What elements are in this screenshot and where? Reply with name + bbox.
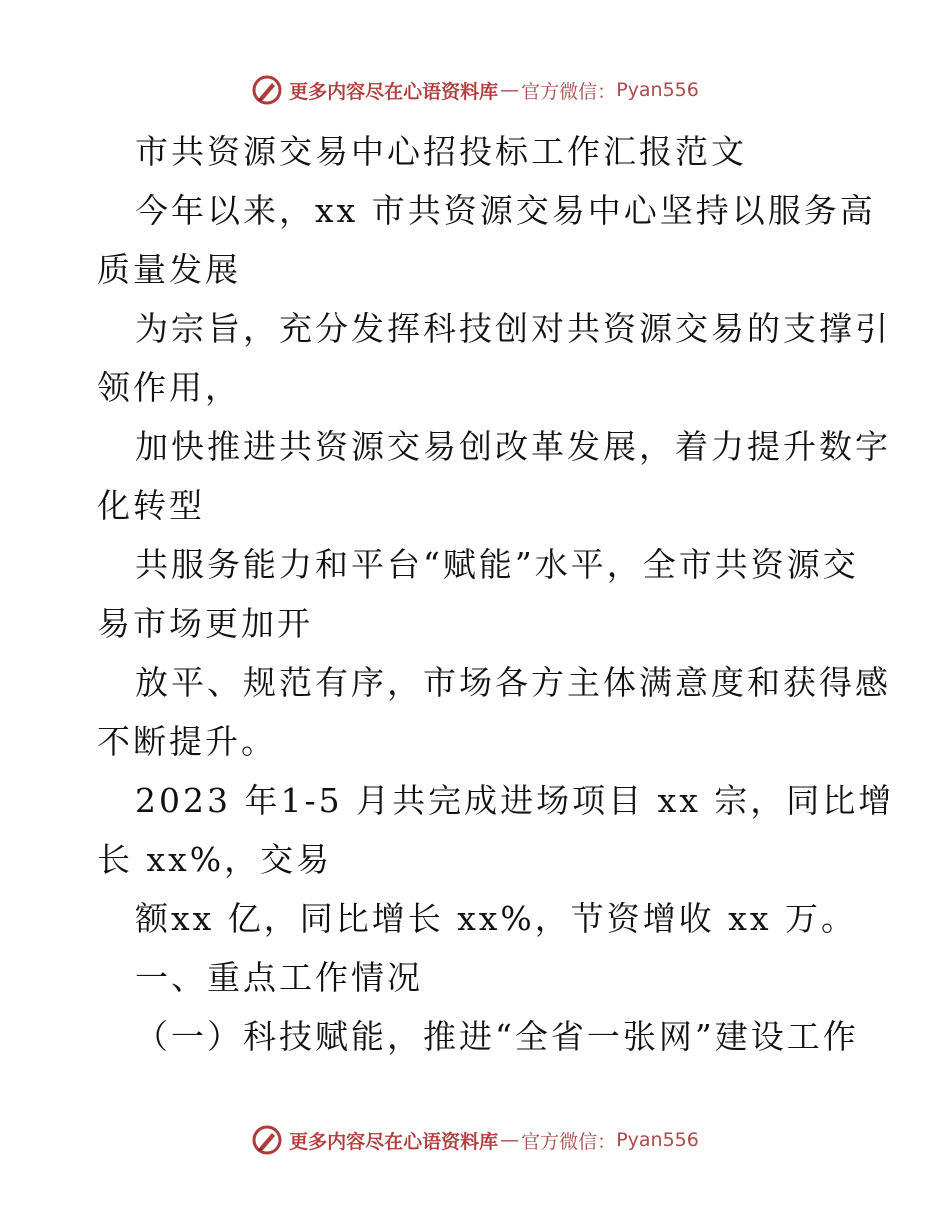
pen-logo-icon bbox=[251, 1124, 283, 1156]
paragraph-line: 易市场更加开 bbox=[97, 604, 313, 643]
watermark-wechat-id: Pyan556 bbox=[616, 1129, 699, 1151]
pen-logo-icon bbox=[251, 74, 283, 106]
paragraph-line: 加快推进共资源交易创改革发展，着力提升数字 bbox=[135, 427, 891, 466]
paragraph-line: 放平、规范有序，市场各方主体满意度和获得感 bbox=[135, 663, 891, 702]
subsection-heading: （一）科技赋能，推进“全省一张网”建设工作 bbox=[135, 1017, 859, 1056]
watermark-wechat-label: 官方微信： bbox=[521, 80, 617, 103]
paragraph-line: 共服务能力和平台“赋能”水平，全市共资源交 bbox=[135, 545, 859, 584]
footer-watermark bbox=[0, 1120, 950, 1160]
watermark-text: 更多内容尽在心语资料库 bbox=[289, 1130, 499, 1153]
watermark-wechat-label: 官方微信： bbox=[521, 1130, 617, 1153]
paragraph-line: 领作用， bbox=[97, 368, 241, 407]
document-title: 市共资源交易中心招投标工作汇报范文 bbox=[135, 132, 747, 171]
watermark-wechat-id: Pyan556 bbox=[616, 79, 699, 101]
paragraph-line: 长 xx%，交易 bbox=[97, 840, 333, 879]
paragraph-line: 不断提升。 bbox=[97, 722, 277, 761]
paragraph-line: 为宗旨，充分发挥科技创对共资源交易的支撑引 bbox=[135, 309, 891, 348]
paragraph-line: 2023 年1-5 月共完成进场项目 xx 宗，同比增 bbox=[135, 781, 895, 820]
watermark-separator: — bbox=[500, 79, 520, 101]
paragraph-line: 质量发展 bbox=[97, 250, 241, 289]
watermark-separator: — bbox=[500, 1129, 520, 1151]
section-heading: 一、重点工作情况 bbox=[135, 958, 423, 997]
paragraph-line: 化转型 bbox=[97, 486, 205, 525]
document-body bbox=[97, 122, 895, 1066]
paragraph-line: 今年以来，xx 市共资源交易中心坚持以服务高 bbox=[135, 191, 876, 230]
watermark-text: 更多内容尽在心语资料库 bbox=[289, 80, 499, 103]
paragraph-line: 额xx 亿，同比增长 xx%，节资增收 xx 万。 bbox=[135, 899, 857, 938]
header-watermark bbox=[0, 70, 950, 110]
